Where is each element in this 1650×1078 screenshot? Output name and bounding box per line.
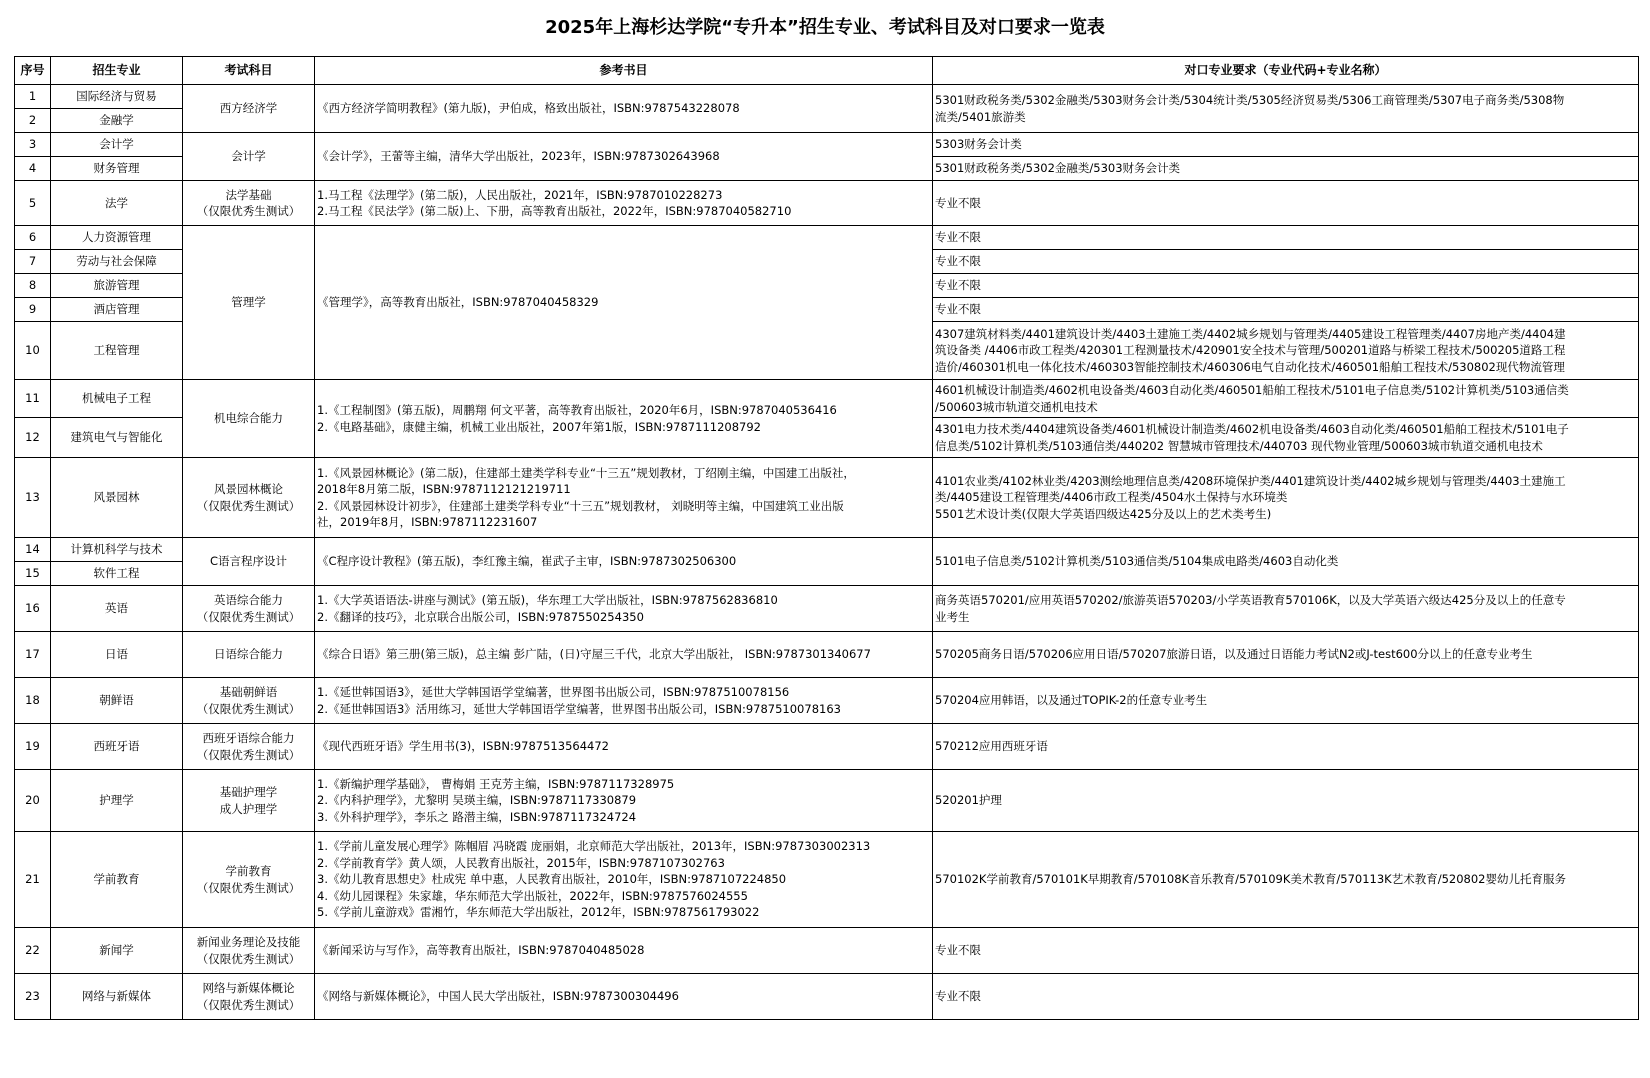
table-row [15,770,1639,832]
row-major: 软件工程 [51,562,183,586]
row-major: 财务管理 [51,157,183,181]
cell-line: C语言程序设计 [209,554,288,569]
row-no: 12 [15,418,51,458]
cell-line: 1.马工程《法理学》(第二版)，人民出版社，2021年，ISBN:9787010228273 [317,187,723,202]
header-books: 参考书目 [315,57,933,85]
cell-line: 学前教育 [225,864,272,878]
major-requirements [933,157,1639,181]
row-no: 8 [15,274,51,298]
major-requirements [933,85,1639,133]
cell-line: 4.《幼儿园课程》朱家雄，华东师范大学出版社，2022年，ISBN:9787576024555 [317,888,748,903]
major-requirements [933,274,1639,298]
exam-subject [183,632,315,678]
page-title: 2025年上海杉达学院“专升本”招生专业、考试科目及对口要求一览表 [545,17,1105,38]
table-row [15,226,1639,250]
reference-books [315,85,933,133]
cell-line: （仅限优秀生测试） [196,997,301,1012]
cell-line: 造价/460301机电一体化技术/460303智能控制技术/460306电气自动化技术/460501船舶工程技术/530802现代物流管理 [935,359,1565,374]
cell-line: 5501艺术设计类(仅限大学英语四级达425分及以上的艺术类考生) [935,506,1272,521]
row-no: 14 [15,538,51,562]
cell-line: 570205商务日语/570206应用日语/570207旅游日语，以及通过日语能力考试N2或J-test600分以上的任意专业考生 [935,647,1533,662]
cell-line: 《管理学》，高等教育出版社，ISBN:9787040458329 [317,295,599,310]
major-requirements [933,832,1639,928]
header-row [15,57,1639,85]
row-major: 计算机科学与技术 [51,538,183,562]
cell-line: 2018年8月第二版，ISBN:9787112121219711 [317,482,571,496]
row-no: 20 [15,770,51,832]
cell-line: 4301电力技术类/4404建筑设备类/4601机械设计制造类/4602机电设备类/4603自动化类/460501船舶工程技术/5101电子 [935,422,1569,436]
row-no: 5 [15,181,51,226]
major-requirements [933,586,1639,632]
row-major: 工程管理 [51,322,183,380]
cell-line: 1.《延世韩国语3》，延世大学韩国语学堂编著，世界图书出版公司，ISBN:9787510078156 [317,685,790,699]
row-no: 3 [15,133,51,157]
cell-line: 《网络与新媒体概论》，中国人民大学出版社，ISBN:9787300304496 [317,989,679,1004]
reference-books [315,974,933,1020]
cell-line: 专业不限 [935,302,981,317]
cell-line: 信息类/5102计算机类/5103通信类/440202 智慧城市管理技术/440703 现代物业管理/500603城市轨道交通机电技术 [935,438,1543,453]
cell-line: 5301财政税务类/5302金融类/5303财务会计类 [935,161,1181,176]
cell-line: 专业不限 [935,230,981,245]
row-major: 新闻学 [51,928,183,974]
cell-line: 成人护理学 [219,801,278,816]
row-no: 7 [15,250,51,274]
row-major: 网络与新媒体 [51,974,183,1020]
major-requirements [933,322,1639,380]
row-no: 2 [15,109,51,133]
row-major: 日语 [51,632,183,678]
cell-line: 《现代西班牙语》学生用书(3)，ISBN:9787513564472 [317,739,609,754]
reference-books [315,724,933,770]
cell-line: 专业不限 [935,989,981,1004]
cell-line: 520201护理 [935,793,1002,808]
cell-line: 570102K学前教育/570101K早期教育/570108K音乐教育/570109K美术教育/570113K艺术教育/520802婴幼儿托育服务 [935,872,1566,887]
cell-line: 2.《风景园林设计初步》，住建部土建类学科专业“十三五”规划教材， 刘晓明等主编，中国建筑工业出版 [317,498,844,513]
cell-line: 业考生 [935,609,970,624]
cell-line: 专业不限 [935,278,981,293]
cell-line: 西班牙语综合能力 [202,731,295,745]
cell-line: 西方经济学 [219,101,278,116]
major-requirements [933,928,1639,974]
exam-subject [183,928,315,974]
cell-line: 专业不限 [935,943,981,958]
header-requirements: 对口专业要求（专业代码+专业名称） [933,57,1639,85]
row-no: 13 [15,458,51,538]
cell-line: （仅限优秀生测试） [196,701,301,716]
major-requirements [933,770,1639,832]
cell-line: 《西方经济学简明教程》(第九版)，尹伯成，格致出版社，ISBN:9787543228078 [317,101,740,116]
cell-line: 2.《翻译的技巧》，北京联合出版公司，ISBN:9787550254350 [317,609,644,624]
cell-line: 5101电子信息类/5102计算机类/5103通信类/5104集成电路类/4603自动化类 [935,554,1339,569]
cell-line: 2.《延世韩国语3》活用练习，延世大学韩国语学堂编著，世界图书出版公司，ISBN:9787510078163 [317,701,841,716]
reference-books [315,380,933,458]
row-no: 4 [15,157,51,181]
cell-line: 1.《风景园林概论》(第二版)，住建部土建类学科专业“十三五”规划教材，丁绍刚主编，中国建工出版社， [317,465,855,480]
exam-subject [183,678,315,724]
cell-line: （仅限优秀生测试） [196,204,301,218]
header-subject: 考试科目 [183,57,315,85]
row-no: 9 [15,298,51,322]
exam-subject [183,181,315,226]
cell-line: 管理学 [231,295,266,310]
reference-books [315,832,933,928]
major-requirements [933,974,1639,1020]
row-no: 11 [15,380,51,418]
cell-line: 570204应用韩语，以及通过TOPIK-2的任意专业考生 [935,693,1208,708]
cell-line: 4601机械设计制造类/4602机电设备类/4603自动化类/460501船舶工程技术/5101电子信息类/5102计算机类/5103通信类 [935,383,1569,397]
cell-line: （仅限优秀生测试） [196,951,301,966]
table-row [15,538,1639,562]
cell-line: 5301财政税务类/5302金融类/5303财务会计类/5304统计类/5305经济贸易类/5306工商管理类/5307电子商务类/5308物 [935,93,1565,107]
cell-line: 1.《工程制图》(第五版)，周鹏翔 何文平著，高等教育出版社，2020年6月，ISBN:9787040536416 [317,403,837,417]
row-no: 16 [15,586,51,632]
cell-line: 类/4405建设工程管理类/4406市政工程类/4504水土保持与水环境类 [935,490,1288,505]
exam-subject [183,226,315,380]
cell-line: 3.《幼儿教育思想史》杜成宪 单中惠，人民教育出版社，2010年，ISBN:9787107224850 [317,872,787,887]
cell-line: 专业不限 [935,195,981,210]
cell-line: （仅限优秀生测试） [196,498,301,513]
row-major: 护理学 [51,770,183,832]
table-row [15,458,1639,538]
table-row [15,85,1639,109]
row-major: 机械电子工程 [51,380,183,418]
cell-line: （仅限优秀生测试） [196,609,301,624]
cell-line: 基础护理学 [219,785,278,799]
major-requirements [933,418,1639,458]
cell-line: 3.《外科护理学》，李乐之 路潜主编，ISBN:9787117324724 [317,809,637,824]
table-row [15,678,1639,724]
header-major: 招生专业 [51,57,183,85]
table-row [15,832,1639,928]
cell-line: 2.马工程《民法学》(第二版)上、下册，高等教育出版社，2022年，ISBN:9787040582710 [317,204,792,218]
exam-subject [183,586,315,632]
cell-line: 风景园林概论 [214,482,283,496]
table-row [15,181,1639,226]
cell-line: （仅限优秀生测试） [196,880,301,895]
exam-subject [183,85,315,133]
row-no: 21 [15,832,51,928]
cell-line: 英语综合能力 [214,593,283,607]
major-requirements [933,458,1639,538]
row-major: 会计学 [51,133,183,157]
row-major: 酒店管理 [51,298,183,322]
row-no: 10 [15,322,51,380]
table-row [15,724,1639,770]
cell-line: 2.《电路基础》，康健主编，机械工业出版社，2007年第1版，ISBN:9787111208792 [317,419,761,434]
cell-line: /500603城市轨道交通机电技术 [935,399,1098,414]
major-requirements [933,226,1639,250]
exam-subject [183,770,315,832]
major-requirements [933,538,1639,586]
reference-books [315,458,933,538]
exam-subject [183,133,315,181]
cell-line: 日语综合能力 [214,647,283,662]
cell-line: 《C程序设计教程》(第五版)，李红豫主编，崔武子主审，ISBN:9787302506300 [317,554,737,569]
cell-line: 会计学 [231,149,266,164]
cell-line: 社，2019年8月，ISBN:9787112231607 [317,515,538,529]
cell-line: 《综合日语》第三册(第三版)，总主编 彭广陆，(日)守屋三千代，北京大学出版社， ISBN:9787301340677 [317,647,871,662]
row-major: 人力资源管理 [51,226,183,250]
cell-line: 4101农业类/4102林业类/4203测绘地理信息类/4208环境保护类/4401建筑设计类/4402城乡规划与管理类/4403土建施工 [935,473,1566,488]
major-requirements [933,678,1639,724]
row-no: 15 [15,562,51,586]
row-major: 金融学 [51,109,183,133]
cell-line: 《会计学》，王蕾等主编，清华大学出版社，2023年，ISBN:9787302643968 [317,149,720,164]
cell-line: 570212应用西班牙语 [935,739,1048,754]
exam-subject [183,724,315,770]
row-major: 劳动与社会保障 [51,250,183,274]
cell-line: 机电综合能力 [214,411,283,426]
cell-line: 《新闻采访与写作》，高等教育出版社，ISBN:9787040485028 [317,943,645,958]
table-row [15,380,1639,418]
cell-line: 筑设备类 /4406市政工程类/420301工程测量技术/420901安全技术与管理/500201道路与桥梁工程技术/500205道路工程 [935,343,1566,358]
row-no: 19 [15,724,51,770]
reference-books [315,181,933,226]
header-no: 序号 [15,57,51,85]
row-major: 建筑电气与智能化 [51,418,183,458]
reference-books [315,538,933,586]
row-no: 6 [15,226,51,250]
cell-line: （仅限优秀生测试） [196,747,301,762]
reference-books [315,226,933,380]
admissions-table [14,56,1639,1020]
cell-line: 1.《学前儿童发展心理学》陈帼眉 冯晓霞 庞丽娟，北京师范大学出版社，2013年，ISBN:9787303002313 [317,839,871,854]
reference-books [315,678,933,724]
cell-line: 法学基础 [225,187,272,202]
major-requirements [933,632,1639,678]
table-row [15,928,1639,974]
row-major: 旅游管理 [51,274,183,298]
row-major: 学前教育 [51,832,183,928]
row-major: 朝鲜语 [51,678,183,724]
cell-line: 5.《学前儿童游戏》雷湘竹，华东师范大学出版社，2012年，ISBN:9787561793022 [317,905,760,920]
row-major: 风景园林 [51,458,183,538]
row-major: 英语 [51,586,183,632]
major-requirements [933,181,1639,226]
cell-line: 4307建筑材料类/4401建筑设计类/4403土建施工类/4402城乡规划与管理类/4405建设工程管理类/4407房地产类/4404建 [935,326,1566,341]
cell-line: 1.《大学英语语法-讲座与测试》(第五版)，华东理工大学出版社，ISBN:9787562836810 [317,593,778,607]
cell-line: 2.《内科护理学》，尤黎明 吴瑛主编，ISBN:9787117330879 [317,793,637,808]
table-row [15,974,1639,1020]
cell-line: 新闻业务理论及技能 [196,935,301,949]
reference-books [315,632,933,678]
row-no: 1 [15,85,51,109]
reference-books [315,770,933,832]
exam-subject [183,974,315,1020]
table-row [15,586,1639,632]
major-requirements [933,380,1639,418]
exam-subject [183,380,315,458]
cell-line: 网络与新媒体概论 [202,981,295,995]
row-no: 22 [15,928,51,974]
row-major: 西班牙语 [51,724,183,770]
major-requirements [933,250,1639,274]
row-no: 17 [15,632,51,678]
cell-line: 1.《新编护理学基础》， 曹梅娟 王克芳主编，ISBN:9787117328975 [317,776,675,791]
row-major: 国际经济与贸易 [51,85,183,109]
table-row [15,133,1639,157]
reference-books [315,133,933,181]
exam-subject [183,832,315,928]
cell-line: 专业不限 [935,254,981,269]
row-no: 23 [15,974,51,1020]
major-requirements [933,298,1639,322]
exam-subject [183,458,315,538]
cell-line: 5303财务会计类 [935,137,1022,152]
major-requirements [933,724,1639,770]
cell-line: 2.《学前教育学》黄人颂，人民教育出版社，2015年，ISBN:9787107302763 [317,855,725,870]
cell-line: 流类/5401旅游类 [935,109,1026,124]
reference-books [315,586,933,632]
reference-books [315,928,933,974]
major-requirements [933,133,1639,157]
row-no: 18 [15,678,51,724]
table-row [15,632,1639,678]
cell-line: 基础朝鲜语 [219,685,278,699]
row-major: 法学 [51,181,183,226]
exam-subject [183,538,315,586]
cell-line: 商务英语570201/应用英语570202/旅游英语570203/小学英语教育570106K，以及大学英语六级达425分及以上的任意专 [935,593,1566,607]
